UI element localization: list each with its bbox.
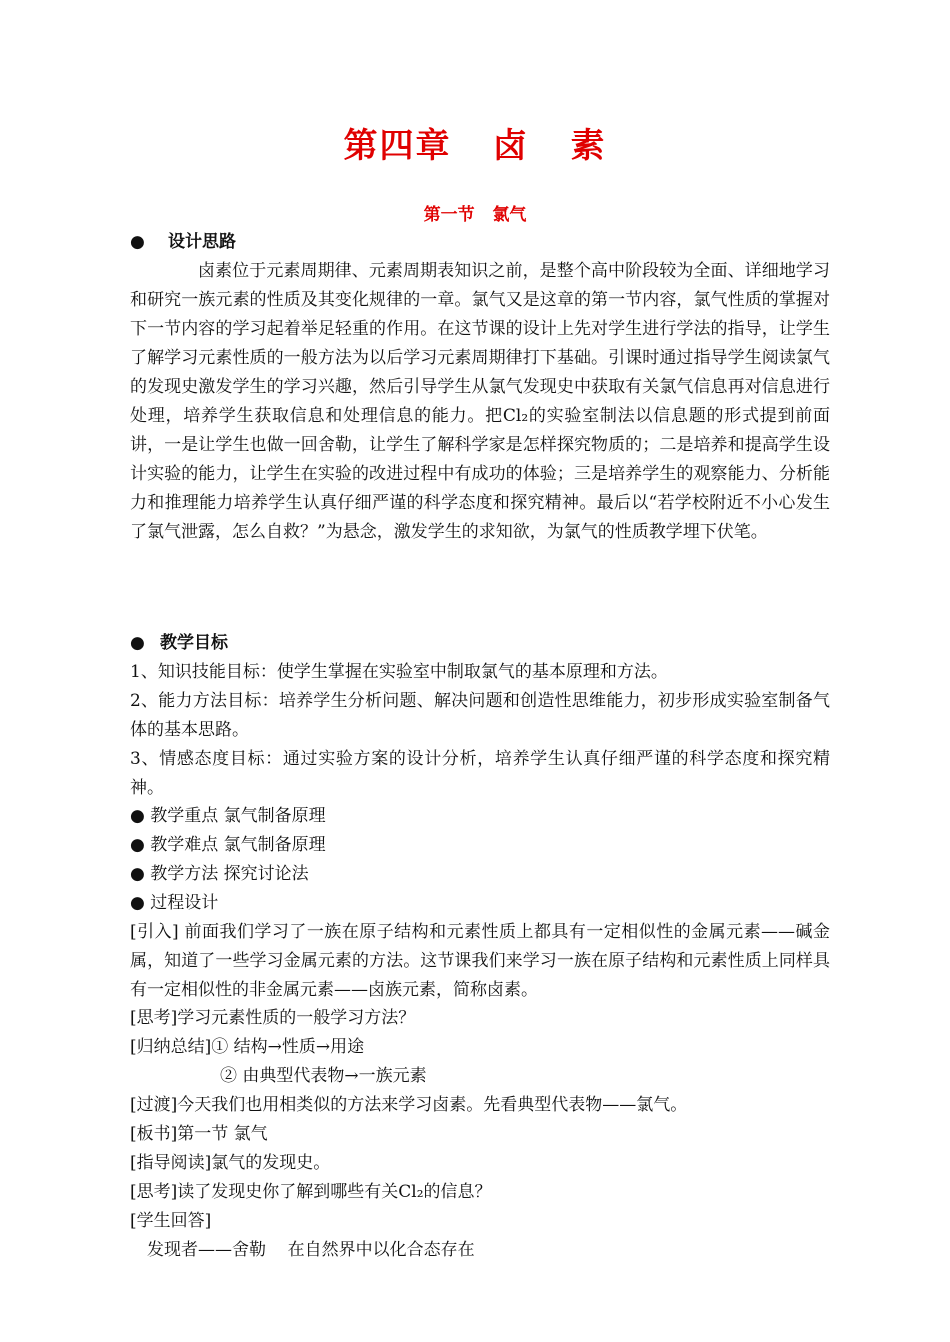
design-heading-label: 设计思路	[168, 232, 236, 252]
section-title: 第一节 氯气	[423, 205, 527, 225]
process-line: [指导阅读]氯气的发现史。	[130, 1153, 331, 1173]
bullet-icon: ●	[130, 633, 145, 653]
process-line: [思考]读了发现史你了解到哪些有关Cl₂的信息？	[130, 1182, 492, 1202]
difficulty-line: ● 教学难点 氯气制备原理	[130, 835, 326, 855]
chapter-title: 第四章 卤 素	[343, 126, 607, 166]
process-intro: [引入] 前面我们学习了一族在原子结构和元素性质上都具有一定相似性的金属元素——碱金属，知道了一些学习金属元素的方法。这节课我们来学习一族在原子结构和元素性质上同样具有一定相似性的非金属元素——卤族元素，简称卤素。	[130, 922, 830, 1000]
design-paragraph: 卤素位于元素周期律、元素周期表知识之前，是整个高中阶段较为全面、详细地学习和研究一族元素的性质及其变化规律的一章。氯气又是这章的第一节内容，氯气性质的掌握对下一节内容的学习起着举足轻重的作用。在这节课的设计上先对学生进行学法的指导，让学生了解学习元素性质的一般方法为以后学习元素周期律打下基础。引课时通过指导学生阅读氯气的发现史激发学生的学习兴趣，然后引导学生从氯气发现史中获取有关氯气信息再对信息进行处理，培养学生获取信息和处理信息的能力。把Cl₂的实验室制法以信息题的形式提到前面讲，一是让学生也做一回舍勒，让学生了解科学家是怎样探究物质的；二是培养和提高学生设计实验的能力，让学生在实验的改进过程中有成功的体验；三是培养学生的观察能力、分析能力和推理能力培养学生认真仔细严谨的科学态度和探究精神。最后以“若学校附近不小心发生了氯气泄露，怎么自救？”为悬念，激发学生的求知欲，为氯气的性质教学埋下伏笔。	[130, 261, 830, 542]
process-line: [归纳总结]① 结构→性质→用途	[130, 1037, 365, 1057]
key-point-line: ● 教学重点 氯气制备原理	[130, 806, 326, 826]
process-line: ② 由典型代表物→一族元素	[220, 1066, 427, 1086]
bullet-icon: ●	[130, 232, 145, 252]
design-heading	[130, 228, 236, 257]
method-line: ● 教学方法 探究讨论法	[130, 864, 309, 884]
process-line: [过渡]今天我们也用相类似的方法来学习卤素。先看典型代表物——氯气。	[130, 1095, 688, 1115]
process-line: [学生回答]	[130, 1211, 212, 1231]
process-line: [板书]第一节 氯气	[130, 1124, 268, 1144]
process-line: [思考]学习元素性质的一般学习方法？	[130, 1008, 416, 1028]
process-line: 发现者——舍勒 在自然界中以化合态存在	[147, 1240, 475, 1260]
objective-item: 2、能力方法目标：培养学生分析问题、解决问题和创造性思维能力，初步形成实验室制备气体的基本思路。	[130, 691, 830, 740]
objectives-heading-label: 教学目标	[160, 633, 228, 653]
process-heading-line: ● 过程设计	[130, 893, 219, 913]
objective-item: 1、知识技能目标：使学生掌握在实验室中制取氯气的基本原理和方法。	[130, 662, 668, 682]
objective-item: 3、情感态度目标：通过实验方案的设计分析，培养学生认真仔细严谨的科学态度和探究精神。	[130, 749, 830, 798]
objectives-heading	[130, 629, 228, 658]
